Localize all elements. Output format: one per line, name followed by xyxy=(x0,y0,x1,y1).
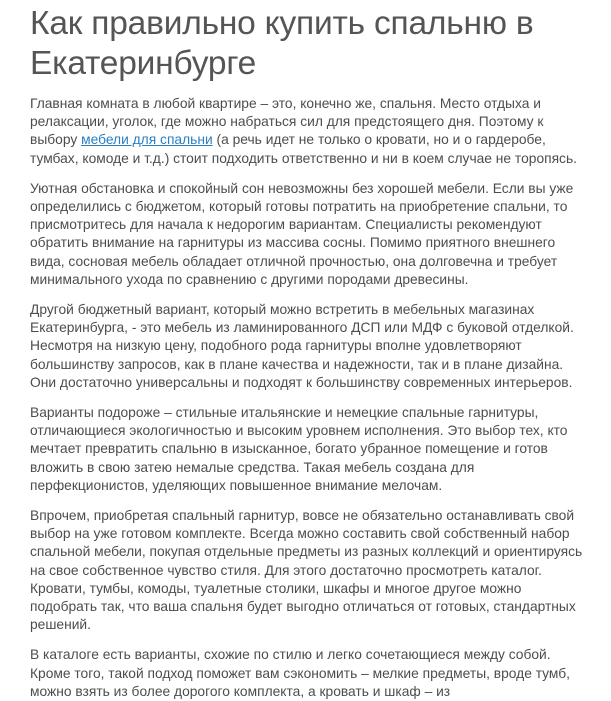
paragraph-budget-option: Другой бюджетный вариант, который можно встретить в мебельных магазинах Екатеринбурга, - это мебель из ламинированного ДСП или МДФ с буковой отделкой. Несмотря на низкую цену, подобного рода гарнитуры вполне удовлетворяют большинству запросов, как в плане качества и надежности, так и в плане дизайна. Они достаточно универсальны и подходят к большинству современных интерьеров. xyxy=(30,302,574,390)
paragraph-catalog: В каталоге есть варианты, схожие по стилю и легко сочетающиеся между собой. Кроме того, такой подход поможет вам сэкономить – мелкие предметы, вроде тумб, можно взять из более дорогого комплекта, а кровать и шкаф – из xyxy=(30,647,570,699)
paragraph-premium-option: Варианты подороже – стильные итальянские и немецкие спальные гарнитуры, отличающиеся экологичностью и высоким уровнем исполнения. Это выбор тех, кто мечтает превратить спальню в изысканное, богато убранное помещение и готов вложить в свою затею немалые средства. Такая мебель создана для перфекционистов, уделяющих повышенное внимание мелочам. xyxy=(30,405,568,493)
article xyxy=(30,0,590,701)
paragraph-intro-text-before: Главная комната в любой квартире – это, конечно же, спальня. Место отдыха и релаксации, уголок, где можно набраться сил для предстоящего дня. Поэтому к выбору xyxy=(30,96,544,148)
page-title: Как правильно купить спальню в Екатеринбурге xyxy=(30,5,534,82)
paragraph-intro-text-after: (а речь идет не только о кровати, но и о гардеробе, тумбах, комоде и т.д.) стоит подходить ответственно и ни в коем случае не торопясь. xyxy=(30,132,577,166)
bedroom-furniture-link[interactable]: мебели для спальни xyxy=(81,132,213,148)
paragraph-pine-furniture: Уютная обстановка и спокойный сон невозможны без хорошей мебели. Если вы уже определились с бюджетом, который готовы потратить на приобретение спальни, то присмотритесь для начала к недорогим вариантам. Специалисты рекомендуют обратить внимание на гарнитуры из массива сосны. Помимо приятного внешнего вида, сосновая мебель обладает отличной прочностью, она долговечна и требует минимального ухода по сравнению с другими породами древесины. xyxy=(30,180,574,287)
paragraph-custom-set: Впрочем, приобретая спальный гарнитур, вовсе не обязательно останавливать свой выбор на уже готовом комплекте. Всегда можно составить свой собственный набор спальной мебели, покупая отдельные предметы из разных коллекций и ориентируясь на свое собственное чувство стиля. Для этого достаточно просмотреть каталог. Кровати, тумбы, комоды, туалетные столики, шкафы и многое другое можно подобрать так, что ваша спальня будет выгодно отличаться от готовых, стандартных решений. xyxy=(30,508,583,633)
paragraph-intro xyxy=(30,95,590,168)
